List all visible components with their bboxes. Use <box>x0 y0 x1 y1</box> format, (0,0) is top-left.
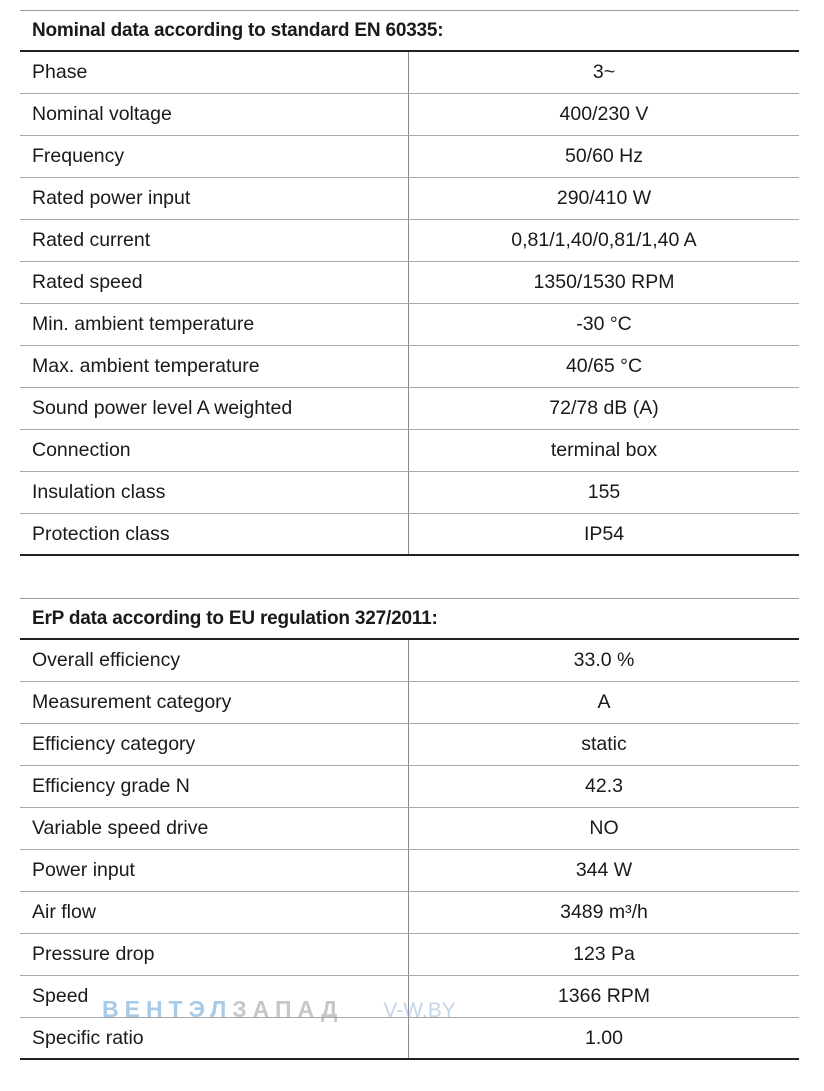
row-value: A <box>597 691 611 713</box>
table-row <box>20 178 799 220</box>
table-row <box>20 892 799 934</box>
table-row <box>20 808 799 850</box>
table-row <box>20 934 799 976</box>
table-row <box>20 724 799 766</box>
row-label: Rated current <box>20 220 409 261</box>
row-value: 1350/1530 RPM <box>533 271 675 293</box>
watermark-site: V-W.BY <box>383 999 456 1022</box>
row-value: terminal box <box>550 439 658 461</box>
row-label: Variable speed drive <box>20 808 409 849</box>
watermark-brand-part2: ЗАПАД <box>232 996 344 1022</box>
row-value: 50/60 Hz <box>564 145 644 167</box>
row-value: 123 Pa <box>573 943 635 965</box>
table-row <box>20 388 799 430</box>
row-value: NO <box>589 817 619 839</box>
row-value: 1366 RPM <box>557 985 651 1007</box>
row-label: Rated power input <box>20 178 409 219</box>
row-value: -30 °C <box>576 313 632 335</box>
row-label: Min. ambient temperature <box>20 304 409 345</box>
table-row <box>20 94 799 136</box>
row-label: Insulation class <box>20 472 409 513</box>
row-label: Measurement category <box>20 682 409 723</box>
row-value: static <box>581 733 627 755</box>
table-row <box>20 682 799 724</box>
row-value: IP54 <box>583 522 625 545</box>
row-value: 344 W <box>575 859 633 881</box>
row-label: Speed <box>20 976 409 1017</box>
row-label: Nominal voltage <box>20 94 409 135</box>
row-label: Efficiency category <box>20 724 409 765</box>
nominal-data-table <box>20 10 799 556</box>
row-value: 3~ <box>592 61 616 83</box>
table-row <box>20 136 799 178</box>
table-row <box>20 640 799 682</box>
row-label: Specific ratio <box>20 1018 409 1058</box>
row-label: Frequency <box>20 136 409 177</box>
row-label: Overall efficiency <box>20 640 409 681</box>
row-label: Rated speed <box>20 262 409 303</box>
row-label: Phase <box>20 52 409 93</box>
row-value: 400/230 V <box>559 103 649 125</box>
row-label: Connection <box>20 430 409 471</box>
erp-data-title: ErP data according to EU regulation 327/2011: <box>20 598 799 640</box>
table-row <box>20 430 799 472</box>
row-value: 3489 m³/h <box>560 901 648 923</box>
row-value: 1.00 <box>585 1026 623 1049</box>
table-row <box>20 514 799 556</box>
table-row <box>20 472 799 514</box>
table-row <box>20 304 799 346</box>
row-label: Max. ambient temperature <box>20 346 409 387</box>
row-label: Air flow <box>20 892 409 933</box>
table-row <box>20 220 799 262</box>
row-value: 155 <box>587 481 621 503</box>
nominal-data-title: Nominal data according to standard EN 60335: <box>20 10 799 52</box>
table-row <box>20 1018 799 1060</box>
row-label: Sound power level A weighted <box>20 388 409 429</box>
row-value: 0,81/1,40/0,81/1,40 A <box>511 229 697 251</box>
row-label: Efficiency grade N <box>20 766 409 807</box>
row-label: Power input <box>20 850 409 891</box>
row-value: 290/410 W <box>556 187 652 209</box>
row-value: 72/78 dB (A) <box>549 397 659 419</box>
watermark <box>102 996 456 1023</box>
erp-data-table <box>20 598 799 1060</box>
row-value: 42.3 <box>585 775 623 797</box>
row-label: Pressure drop <box>20 934 409 975</box>
watermark-brand-part1: ВЕНТЭЛ <box>102 996 233 1022</box>
row-label: Protection class <box>20 514 409 554</box>
table-row <box>20 262 799 304</box>
table-row <box>20 346 799 388</box>
table-row <box>20 52 799 94</box>
table-row <box>20 766 799 808</box>
row-value: 40/65 °C <box>565 355 643 377</box>
row-value: 33.0 % <box>573 649 635 671</box>
table-row <box>20 850 799 892</box>
